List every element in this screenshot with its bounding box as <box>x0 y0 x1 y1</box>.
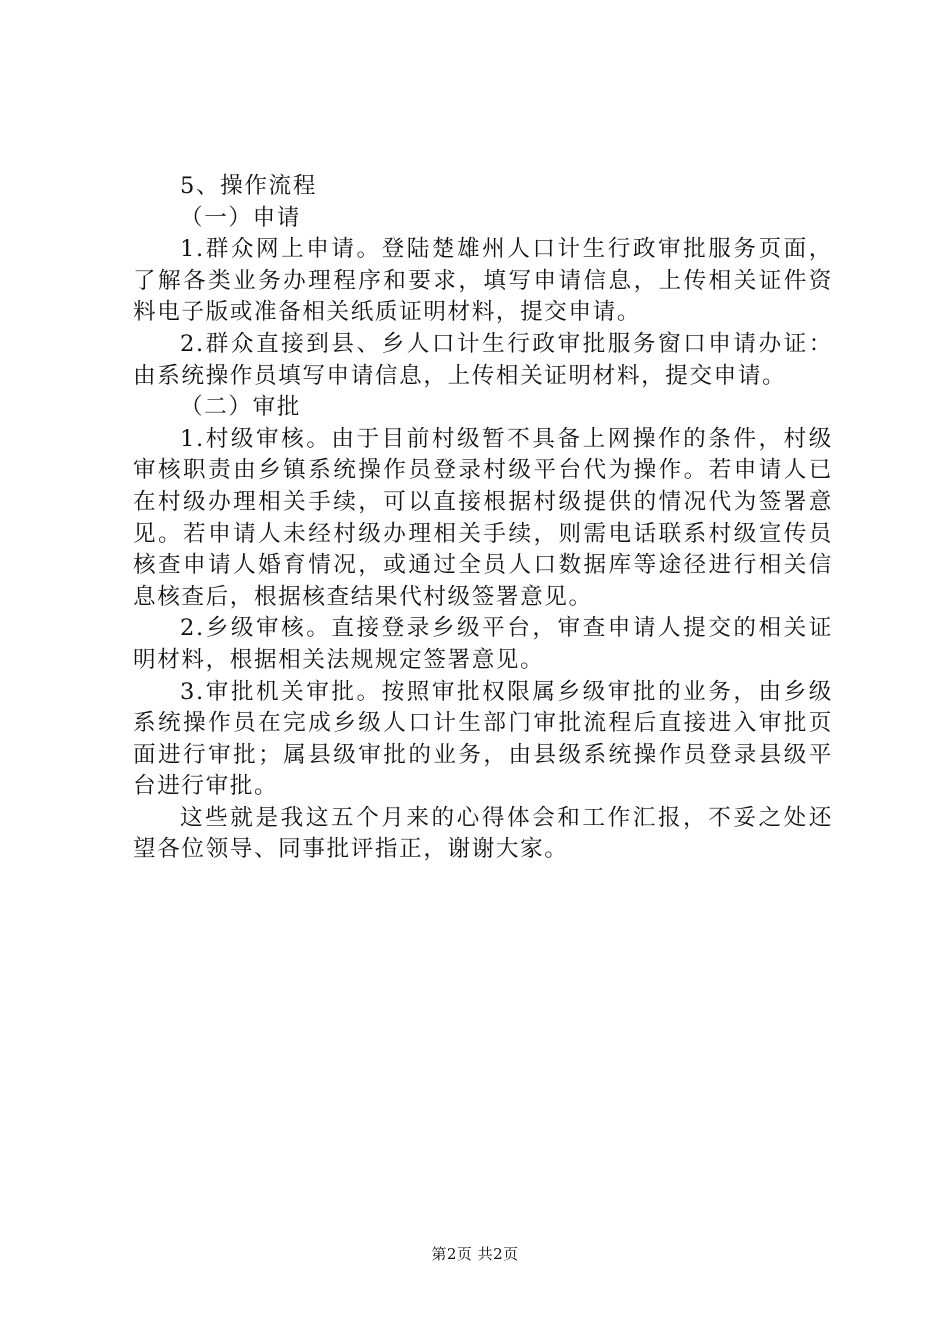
paragraph-closing-remarks: 这些就是我这五个月来的心得体会和工作汇报，不妥之处还望各位领导、同事批评指正，谢谢大家。 <box>133 804 833 863</box>
paragraph-village-review: 1.村级审核。由于目前村级暂不具备上网操作的条件，村级审核职责由乡镇系统操作员登录村级平台代为操作。若申请人已在村级办理相关手续，可以直接根据村级提供的情况代为签署意见。若申请人未经村级办理相关手续，则需电话联系村级宣传员核查申请人婚育情况，或通过全员人口数据库等途径进行相关信息核查后，根据核查结果代村级签署意见。 <box>133 425 833 610</box>
section-heading-operation-process: 5、操作流程 <box>180 173 317 199</box>
page-number: 第2页 共2页 <box>431 1245 519 1263</box>
subsection-heading-application: （一）申请 <box>180 204 301 231</box>
paragraph-authority-approval: 3.审批机关审批。按照审批权限属乡级审批的业务，由乡级系统操作员在完成乡级人口计生部门审批流程后直接进入审批页面进行审批；属县级审批的业务，由县级系统操作员登录县级平台进行审批。 <box>133 678 833 800</box>
paragraph-township-review: 2.乡级审核。直接登录乡级平台，审查申请人提交的相关证明材料，根据相关法规规定签署意见。 <box>133 615 833 673</box>
subsection-heading-approval: （二）审批 <box>180 394 301 421</box>
paragraph-online-application: 1.群众网上申请。登陆楚雄州人口计生行政审批服务页面，了解各类业务办理程序和要求，填写申请信息，上传相关证件资料电子版或准备相关纸质证明材料，提交申请。 <box>133 236 833 326</box>
paragraph-window-application: 2.群众直接到县、乡人口计生行政审批服务窗口申请办证：由系统操作员填写申请信息，上传相关证明材料，提交申请。 <box>133 330 833 389</box>
document-body <box>133 171 833 866</box>
page-footer <box>0 1244 950 1264</box>
